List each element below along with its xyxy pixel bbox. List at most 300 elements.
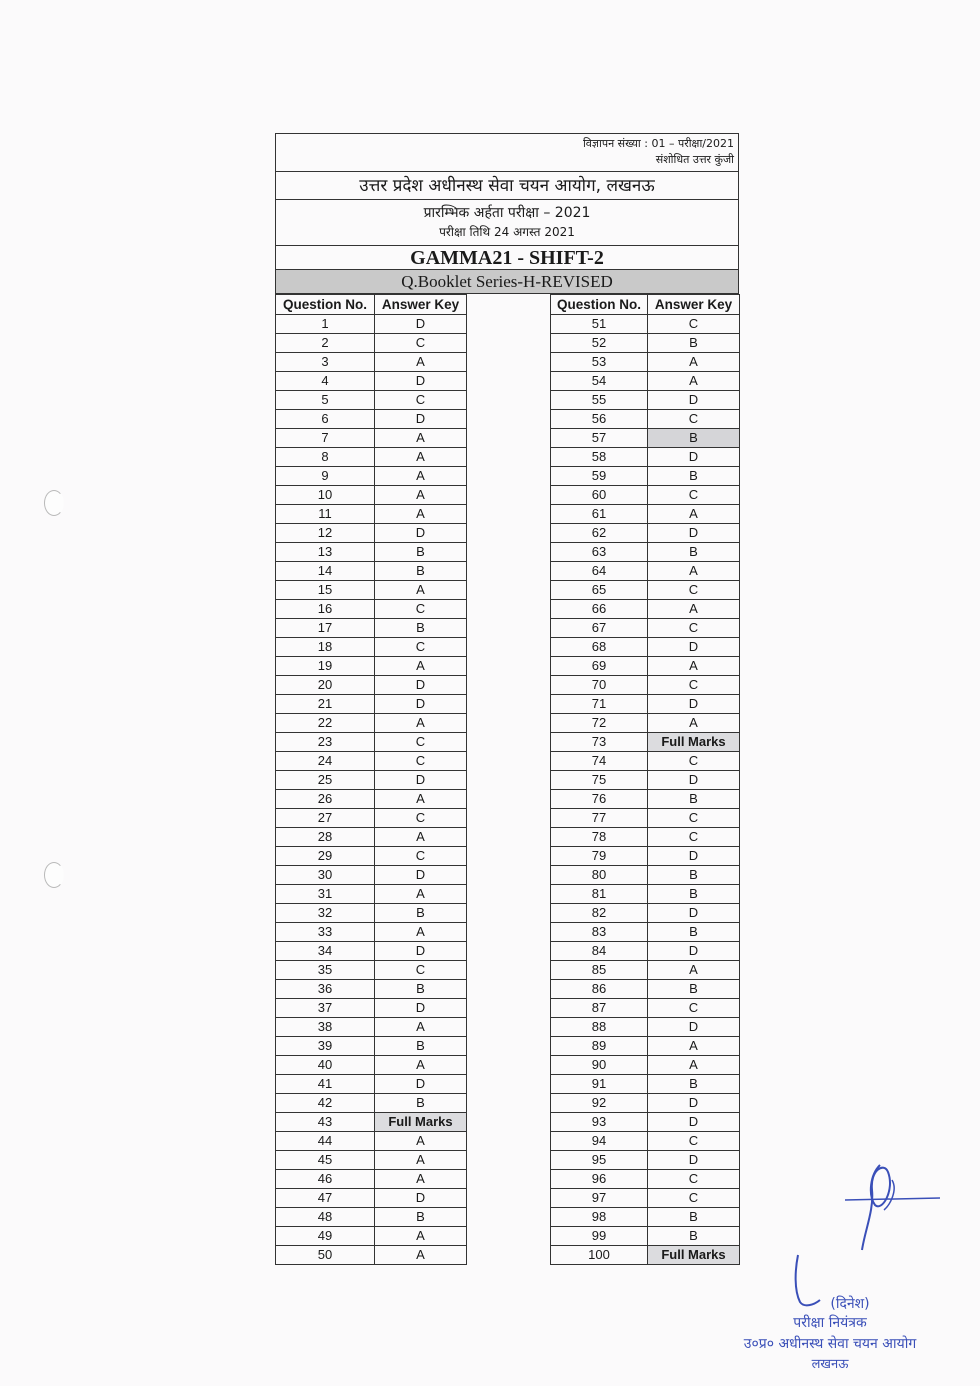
revised-key-label: संशोधित उत्तर कुंजी [655, 153, 734, 166]
shift-title: GAMMA21 - SHIFT-2 [276, 246, 738, 270]
table-row [551, 1208, 740, 1227]
table-row [276, 410, 467, 429]
question-number: 19 [276, 657, 375, 676]
question-number: 86 [551, 980, 648, 999]
question-number: 87 [551, 999, 648, 1018]
question-number: 72 [551, 714, 648, 733]
table-row [276, 372, 467, 391]
answer-value: A [648, 657, 740, 676]
answer-value: B [648, 980, 740, 999]
signatory-name: (दिनेश) [830, 1296, 870, 1312]
question-number: 5 [276, 391, 375, 410]
answer-value: D [375, 410, 467, 429]
question-number: 4 [276, 372, 375, 391]
question-number: 12 [276, 524, 375, 543]
table-row [551, 676, 740, 695]
answer-value: A [375, 429, 467, 448]
table-row [276, 1075, 467, 1094]
question-number: 85 [551, 961, 648, 980]
table-row [276, 600, 467, 619]
answer-value: B [648, 923, 740, 942]
answer-value: B [648, 866, 740, 885]
answer-value: A [648, 1037, 740, 1056]
question-number: 29 [276, 847, 375, 866]
table-row [276, 885, 467, 904]
table-row [276, 505, 467, 524]
answer-value: A [375, 581, 467, 600]
question-number: 15 [276, 581, 375, 600]
table-row [551, 809, 740, 828]
table-row [551, 429, 740, 448]
answer-value: D [648, 448, 740, 467]
table-row [276, 1151, 467, 1170]
answer-value: B [648, 1227, 740, 1246]
question-number: 77 [551, 809, 648, 828]
answer-value: D [648, 638, 740, 657]
table-row [551, 1151, 740, 1170]
table-row [551, 410, 740, 429]
question-number: 54 [551, 372, 648, 391]
question-number: 7 [276, 429, 375, 448]
table-row [276, 1113, 467, 1132]
answer-value: D [648, 1113, 740, 1132]
answer-value: A [375, 657, 467, 676]
question-number: 20 [276, 676, 375, 695]
table-row [551, 1246, 740, 1265]
question-number: 59 [551, 467, 648, 486]
table-row [551, 638, 740, 657]
question-number: 58 [551, 448, 648, 467]
answer-value: B [648, 429, 740, 448]
table-row [551, 923, 740, 942]
question-number: 42 [276, 1094, 375, 1113]
answer-value: D [375, 372, 467, 391]
table-row [551, 1037, 740, 1056]
answer-value: A [375, 467, 467, 486]
question-number: 14 [276, 562, 375, 581]
answer-value: D [648, 942, 740, 961]
table-row [551, 543, 740, 562]
answer-value: C [375, 752, 467, 771]
answer-value: D [375, 999, 467, 1018]
answer-value: D [375, 315, 467, 334]
advertisement-number: विज्ञापन संख्या : 01 – परीक्षा/2021 [582, 137, 734, 150]
answer-value: A [648, 353, 740, 372]
punch-hole [44, 862, 64, 888]
question-number: 73 [551, 733, 648, 752]
answer-value: B [648, 885, 740, 904]
answer-value: A [648, 372, 740, 391]
table-row [276, 942, 467, 961]
table-row [276, 961, 467, 980]
table-row [551, 562, 740, 581]
answer-value: D [375, 1075, 467, 1094]
table-row [276, 809, 467, 828]
question-number: 46 [276, 1170, 375, 1189]
answer-value: C [648, 676, 740, 695]
question-number: 37 [276, 999, 375, 1018]
table-row [276, 581, 467, 600]
question-number: 66 [551, 600, 648, 619]
question-number: 41 [276, 1075, 375, 1094]
answer-value: C [375, 961, 467, 980]
question-number: 24 [276, 752, 375, 771]
table-row [276, 752, 467, 771]
answer-value: A [375, 828, 467, 847]
answer-value: B [375, 1037, 467, 1056]
answer-value: A [375, 1246, 467, 1265]
table-row [276, 904, 467, 923]
question-number: 38 [276, 1018, 375, 1037]
answer-value: A [375, 714, 467, 733]
question-number: 49 [276, 1227, 375, 1246]
answer-value: D [648, 847, 740, 866]
question-no-header: Question No. [551, 295, 648, 315]
question-number: 18 [276, 638, 375, 657]
answer-value: B [375, 619, 467, 638]
table-row [551, 600, 740, 619]
answer-value: C [375, 638, 467, 657]
question-number: 69 [551, 657, 648, 676]
answer-value: C [648, 1132, 740, 1151]
table-row [276, 638, 467, 657]
punch-hole [44, 490, 64, 516]
table-row [551, 866, 740, 885]
table-row [551, 334, 740, 353]
table-row [551, 961, 740, 980]
question-number: 93 [551, 1113, 648, 1132]
table-row [276, 486, 467, 505]
signature-mark [840, 1150, 950, 1260]
table-row [551, 714, 740, 733]
answer-key-header: Answer Key [648, 295, 740, 315]
answer-value: B [648, 334, 740, 353]
answer-value: Full Marks [648, 1246, 740, 1265]
table-row [551, 1056, 740, 1075]
question-number: 70 [551, 676, 648, 695]
question-number: 8 [276, 448, 375, 467]
question-number: 2 [276, 334, 375, 353]
question-number: 47 [276, 1189, 375, 1208]
table-row [276, 1170, 467, 1189]
table-row [276, 353, 467, 372]
question-number: 63 [551, 543, 648, 562]
exam-date: परीक्षा तिथि 24 अगस्त 2021 [439, 225, 575, 239]
answer-value: D [648, 1151, 740, 1170]
question-number: 25 [276, 771, 375, 790]
question-number: 91 [551, 1075, 648, 1094]
question-number: 67 [551, 619, 648, 638]
table-row [276, 619, 467, 638]
exam-name: प्रारम्भिक अर्हता परीक्षा – 2021 [423, 205, 591, 221]
answer-value: D [648, 1094, 740, 1113]
answer-value: A [375, 448, 467, 467]
question-number: 96 [551, 1170, 648, 1189]
answer-key-header: Answer Key [375, 295, 467, 315]
question-number: 56 [551, 410, 648, 429]
table-row [551, 828, 740, 847]
answer-value: A [648, 961, 740, 980]
question-number: 52 [551, 334, 648, 353]
question-number: 81 [551, 885, 648, 904]
answer-value: B [648, 543, 740, 562]
question-number: 98 [551, 1208, 648, 1227]
table-row [551, 1094, 740, 1113]
answer-value: A [375, 505, 467, 524]
answer-value: C [648, 619, 740, 638]
answer-value: B [375, 562, 467, 581]
table-row [276, 1246, 467, 1265]
question-number: 94 [551, 1132, 648, 1151]
table-row [551, 391, 740, 410]
advertisement-box [276, 134, 738, 172]
question-number: 3 [276, 353, 375, 372]
answer-value: B [648, 1208, 740, 1227]
answer-value: B [648, 467, 740, 486]
question-number: 16 [276, 600, 375, 619]
question-number: 53 [551, 353, 648, 372]
table-row [276, 1094, 467, 1113]
answer-value: D [648, 391, 740, 410]
question-number: 97 [551, 1189, 648, 1208]
table-row [551, 790, 740, 809]
table-row [276, 866, 467, 885]
table-row [551, 581, 740, 600]
table-row [551, 505, 740, 524]
question-number: 99 [551, 1227, 648, 1246]
table-row [276, 980, 467, 999]
question-number: 27 [276, 809, 375, 828]
answer-value: A [375, 885, 467, 904]
answer-value: B [375, 1208, 467, 1227]
question-number: 28 [276, 828, 375, 847]
answer-value: Full Marks [375, 1113, 467, 1132]
answer-value: C [648, 581, 740, 600]
question-number: 34 [276, 942, 375, 961]
booklet-series: Q.Booklet Series-H-REVISED [276, 270, 738, 294]
answer-value: D [375, 695, 467, 714]
question-number: 50 [276, 1246, 375, 1265]
table-row [276, 714, 467, 733]
answer-value: A [375, 1132, 467, 1151]
answer-value: D [648, 771, 740, 790]
table-row [551, 1227, 740, 1246]
answer-value: B [375, 543, 467, 562]
table-row [551, 885, 740, 904]
answer-value: D [375, 524, 467, 543]
question-number: 78 [551, 828, 648, 847]
answer-value: A [648, 505, 740, 524]
table-row [276, 1037, 467, 1056]
question-number: 92 [551, 1094, 648, 1113]
question-number: 76 [551, 790, 648, 809]
answer-value: B [375, 980, 467, 999]
table-row [276, 1018, 467, 1037]
table-row [551, 1132, 740, 1151]
table-row [276, 524, 467, 543]
table-row [276, 847, 467, 866]
table-row [551, 904, 740, 923]
table-row [276, 828, 467, 847]
answer-value: A [375, 790, 467, 809]
answer-value: B [648, 790, 740, 809]
question-number: 9 [276, 467, 375, 486]
answer-value: D [375, 1189, 467, 1208]
question-number: 68 [551, 638, 648, 657]
table-row [551, 999, 740, 1018]
answer-value: A [375, 1151, 467, 1170]
table-row [276, 790, 467, 809]
table-row [276, 676, 467, 695]
question-number: 1 [276, 315, 375, 334]
question-number: 44 [276, 1132, 375, 1151]
answer-value: C [648, 1170, 740, 1189]
question-number: 23 [276, 733, 375, 752]
answer-value: C [648, 752, 740, 771]
signatory-city: लखनऊ [811, 1357, 849, 1372]
answer-value: A [375, 486, 467, 505]
question-number: 71 [551, 695, 648, 714]
question-number: 33 [276, 923, 375, 942]
answer-value: C [648, 315, 740, 334]
table-row [276, 1189, 467, 1208]
answer-value: D [375, 942, 467, 961]
table-row [551, 771, 740, 790]
question-number: 79 [551, 847, 648, 866]
answer-value: C [648, 410, 740, 429]
question-number: 64 [551, 562, 648, 581]
question-number: 17 [276, 619, 375, 638]
answer-value: C [375, 733, 467, 752]
answer-value: C [648, 1189, 740, 1208]
table-row [551, 1018, 740, 1037]
table-row [276, 391, 467, 410]
table-row [276, 1132, 467, 1151]
table-row [276, 733, 467, 752]
question-number: 31 [276, 885, 375, 904]
answer-value: D [648, 1018, 740, 1037]
answer-value: A [375, 1227, 467, 1246]
table-row [551, 1170, 740, 1189]
table-row [551, 486, 740, 505]
question-number: 30 [276, 866, 375, 885]
answer-value: Full Marks [648, 733, 740, 752]
question-number: 57 [551, 429, 648, 448]
table-row [276, 1056, 467, 1075]
answer-value: A [375, 1018, 467, 1037]
table-row [276, 1208, 467, 1227]
answer-value: C [375, 847, 467, 866]
question-number: 80 [551, 866, 648, 885]
question-number: 62 [551, 524, 648, 543]
question-number: 74 [551, 752, 648, 771]
question-number: 61 [551, 505, 648, 524]
table-row [551, 467, 740, 486]
answer-value: C [648, 828, 740, 847]
table-row [551, 1189, 740, 1208]
signatory-office: उ०प्र० अधीनस्थ सेवा चयन आयोग [743, 1336, 917, 1352]
question-number: 36 [276, 980, 375, 999]
table-row [276, 315, 467, 334]
question-number: 45 [276, 1151, 375, 1170]
answer-value: B [648, 1075, 740, 1094]
question-number: 40 [276, 1056, 375, 1075]
table-row [276, 771, 467, 790]
organization-name: उत्तर प्रदेश अधीनस्थ सेवा चयन आयोग, लखनऊ [276, 172, 738, 200]
question-number: 26 [276, 790, 375, 809]
answer-value: D [375, 771, 467, 790]
answer-value: B [375, 904, 467, 923]
exam-info [276, 200, 738, 246]
answer-value: A [648, 600, 740, 619]
question-number: 43 [276, 1113, 375, 1132]
question-number: 95 [551, 1151, 648, 1170]
answer-value: D [648, 524, 740, 543]
table-row [276, 999, 467, 1018]
table-row [276, 1227, 467, 1246]
answer-value: B [375, 1094, 467, 1113]
answer-value: A [648, 562, 740, 581]
question-number: 13 [276, 543, 375, 562]
table-row [551, 695, 740, 714]
table-row [276, 657, 467, 676]
table-row [551, 942, 740, 961]
answer-value: A [375, 923, 467, 942]
answer-value: D [375, 866, 467, 885]
answer-value: C [648, 809, 740, 828]
answer-value: C [648, 999, 740, 1018]
question-number: 32 [276, 904, 375, 923]
question-number: 82 [551, 904, 648, 923]
table-row [551, 733, 740, 752]
table-row [551, 524, 740, 543]
signatory-designation: परीक्षा नियंत्रक [793, 1315, 867, 1331]
question-number: 65 [551, 581, 648, 600]
answer-value: D [375, 676, 467, 695]
signature-block [700, 1295, 960, 1375]
question-number: 83 [551, 923, 648, 942]
question-number: 84 [551, 942, 648, 961]
table-row [276, 467, 467, 486]
question-number: 75 [551, 771, 648, 790]
table-row [276, 695, 467, 714]
question-number: 22 [276, 714, 375, 733]
question-number: 48 [276, 1208, 375, 1227]
table-row [551, 1113, 740, 1132]
table-row [551, 847, 740, 866]
question-number: 11 [276, 505, 375, 524]
table-row [551, 657, 740, 676]
answer-value: A [375, 1056, 467, 1075]
answer-table-left [275, 294, 467, 1265]
table-row [551, 752, 740, 771]
answer-value: C [375, 600, 467, 619]
table-row [276, 923, 467, 942]
table-row [551, 353, 740, 372]
table-row [551, 619, 740, 638]
table-row [276, 429, 467, 448]
answer-value: D [648, 695, 740, 714]
table-row [276, 543, 467, 562]
answer-key-header [275, 133, 739, 294]
question-number: 21 [276, 695, 375, 714]
table-row [551, 315, 740, 334]
table-row [276, 562, 467, 581]
answer-value: C [648, 486, 740, 505]
answer-value: A [375, 1170, 467, 1189]
question-no-header: Question No. [276, 295, 375, 315]
table-row [551, 448, 740, 467]
